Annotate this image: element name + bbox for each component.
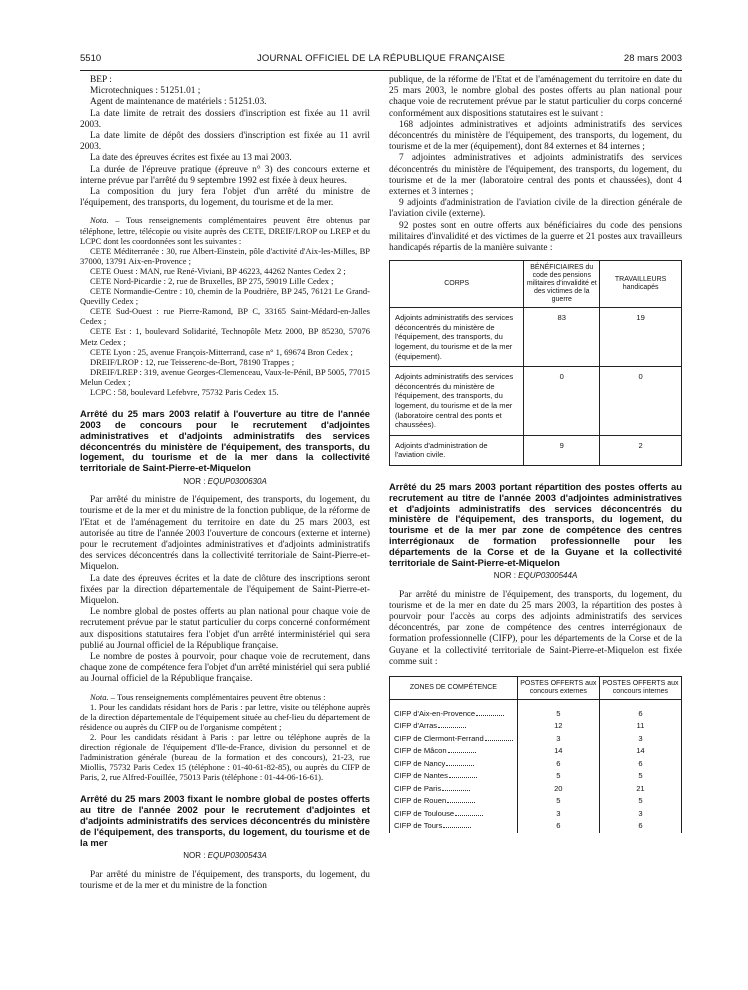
address-item: CETE Ouest : MAN, rue René-Viviani, BP 46223, 44262 Nantes Cedex 2 ; — [90, 265, 346, 276]
nor-label: NOR : — [183, 851, 208, 861]
nota-item: 2. Pour les candidats résidant à Paris : par lettre ou téléphone auprès de la direction régionale de l'équipement d'Ile-de-France, division du personnel et de l'administration générale (bureau de la formation et des concours), 21-23, rue Miollis, 75732 Paris Cedex 15 (téléphone : 01-40-61-82-85), ou auprès du CIFP de Paris, 2, rue Alfred-Fouillée, 75013 Paris (téléphone : 01-44-06-16-61). — [80, 731, 370, 783]
corps-cell: Adjoints d'administration de l'aviation civile. — [390, 435, 524, 465]
beneficiaires-cell: 0 — [524, 367, 600, 436]
dot-leader — [446, 765, 474, 766]
address-item: DREIF/LREP : 319, avenue Georges-Clemenceau, Vaux-le-Pénil, BP 5005, 77015 Melun Cedex ; — [80, 366, 370, 387]
externes-cell: 3 — [517, 733, 599, 746]
paragraph: Par arrêté du ministre de l'équipement, des transports, du logement, du tourisme et de la mer en date du 25 mars 2003, la répartition des postes à pourvoir pour l'accès au corps des adjoints administratifs des services déconcentrés, par zone de compétence des centres interrégionaux de formation professionnelle (CIFP), pour les départements de la Corse et de la Guyane et la collectivité territoriale de Saint-Pierre-et-Miquelon est fixée comme suit : — [389, 589, 682, 667]
text-line: Microtechniques : 51251.01 ; — [90, 86, 201, 97]
nota-text: – Tous renseignements complémentaires peuvent être obtenus : — [108, 691, 326, 702]
zone-cell — [390, 758, 518, 771]
externes-cell: 12 — [517, 720, 599, 733]
internes-cell: 3 — [599, 733, 681, 746]
dot-leader — [485, 740, 513, 741]
zone-name: CIFP d'Arras — [394, 721, 438, 731]
header-rule — [80, 70, 682, 71]
zone-name: CIFP de Tours — [394, 821, 443, 831]
table-row — [390, 745, 682, 758]
table-row — [390, 770, 682, 783]
zone-name: CIFP de Clermont-Ferrand — [394, 733, 484, 743]
zone-name: CIFP de Mâcon — [394, 746, 447, 756]
zone-name: CIFP d'Aix-en-Provence — [394, 708, 476, 718]
table-row — [390, 820, 682, 833]
nota-item: 1. Pour les candidats résidant hors de Paris : par lettre, visite ou téléphone auprès de la direction départementale de l'équipement située au chef-lieu du département de résidence ou auprès du CIFP ou de l'organisme compétent ; — [80, 701, 370, 732]
externes-cell: 3 — [517, 808, 599, 821]
paragraph: publique, de la réforme de l'Etat et de l'aménagement du territoire en date du 25 mars 2003, le nombre global des postes offerts au plan national pour chaque voie de recrutement prévue par le statut particulier du corps concerné conformément aux dispositions statutaires est le suivant : — [389, 75, 682, 119]
arrete-title: Arrêté du 25 mars 2003 relatif à l'ouverture au titre de l'année 2003 de concours pour le recrutement d'adjointes administratives et d'adjoints administratifs des services déconcentrés du ministère de l'équipement, des transports, du logement, du tourisme et de la mer dans la collectivité territoriale de Saint-Pierre-et-Miquelon — [80, 408, 370, 474]
table-row — [390, 758, 682, 771]
externes-cell: 20 — [517, 783, 599, 796]
corps-cell: Adjoints administratifs des services déconcentrés du ministère de l'équipement, des transports, du logement, du tourisme et de la mer (équipement). — [390, 308, 524, 367]
zone-cell — [390, 699, 518, 720]
nota-intro — [80, 215, 370, 245]
internes-cell: 5 — [599, 795, 681, 808]
corps-cell: Adjoints administratifs des services déconcentrés du ministère de l'équipement, des transports, du logement, du tourisme et de la mer (laboratoire central des ponts et chaussées). — [390, 367, 524, 436]
internes-cell: 11 — [599, 720, 681, 733]
nota-label: Nota. — [90, 215, 109, 226]
dot-leader — [438, 727, 466, 728]
nota-text: – Tous renseignements complémentaires peuvent être obtenus par téléphone, lettre, télécopie ou visite auprès des CETE, DREIF/LROP ou LREP et du LCPC dont les coordonnées sont les suivantes : — [80, 215, 370, 246]
paragraph: Par arrêté du ministre de l'équipement, des transports, du logement, du tourisme et de la mer et du ministre de la fonction — [80, 869, 370, 891]
zone-name: CIFP de Nantes — [394, 771, 448, 781]
table-row — [390, 795, 682, 808]
dot-leader — [455, 815, 483, 816]
zone-cell — [390, 733, 518, 746]
paragraph: La durée de l'épreuve pratique (épreuve n° 3) des concours externe et interne prévue par l'arrêté du 9 septembre 1992 est fixée à deux heures. — [80, 164, 370, 186]
externes-cell: 6 — [517, 758, 599, 771]
column-header: TRAVAILLEURS handicapés — [600, 261, 682, 308]
table-header-row — [390, 676, 682, 699]
paragraph: Par arrêté du ministre de l'équipement, des transports, du logement, du tourisme et de la mer et du ministre de la fonction publique, de la réforme de l'Etat et de l'aménagement du territoire en date du 25 mars 2003, est autorisée au titre de l'année 2003 l'ouverture de concours (externe et interne) pour le recrutement d'adjointes administratives et d'adjoints administratifs des services déconcentrés dans la collectivité territoriale de Saint-Pierre-et-Miquelon. — [80, 495, 370, 573]
zone-cell — [390, 808, 518, 821]
address-item: CETE Est : 1, boulevard Solidarité, Technopôle Metz 2000, BP 85230, 57076 Metz Cedex ; — [80, 326, 370, 347]
nor-label: NOR : — [493, 571, 519, 581]
zone-cell — [390, 745, 518, 758]
nota-intro — [80, 692, 370, 702]
internes-cell: 6 — [599, 758, 681, 771]
nor-reference — [389, 570, 682, 581]
beneficiaires-cell: 9 — [524, 435, 600, 465]
nor-label: NOR : — [183, 476, 208, 486]
address-item: DREIF/LROP : 12, rue Teisserenc-de-Bort, 78190 Trappes ; — [90, 356, 295, 367]
left-column — [80, 75, 370, 892]
zone-name: CIFP de Toulouse — [394, 808, 455, 818]
postes-table — [389, 260, 682, 466]
externes-cell: 5 — [517, 795, 599, 808]
dot-leader — [442, 790, 470, 791]
travailleurs-cell: 0 — [600, 367, 682, 436]
address-item: CETE Nord-Picardie : 2, rue de Bruxelles, BP 275, 59019 Lille Cedex ; — [90, 276, 334, 286]
paragraph: 168 adjointes administratives et adjoints administratifs des services déconcentrés du ministère de l'équipement, des transports, du logement, du tourisme et de la mer (équipement), dont 84 externes et 84 internes ; — [389, 119, 682, 153]
internes-cell: 21 — [599, 783, 681, 796]
externes-cell: 5 — [517, 699, 599, 720]
nor-code: EQUP0300543A — [207, 851, 267, 861]
paragraph: La date des épreuves écrites est fixée au 13 mai 2003. — [90, 153, 292, 164]
table-row — [390, 308, 682, 367]
dot-leader — [447, 802, 475, 803]
column-header: POSTES OFFERTS aux concours internes — [599, 676, 681, 699]
address-item: LCPC : 58, boulevard Lefebvre, 75732 Paris Cedex 15. — [90, 387, 279, 398]
column-header: CORPS — [390, 261, 524, 308]
column-header: BÉNÉFICIAIRES du code des pensions militaires d'invalidité et des victimes de la guerre — [524, 261, 600, 308]
nor-code: EQUP0300544A — [518, 571, 578, 581]
nor-reference — [80, 850, 370, 861]
beneficiaires-cell: 83 — [524, 308, 600, 367]
table-row — [390, 720, 682, 733]
address-item: CETE Lyon : 25, avenue François-Mitterrand, case n° 1, 69674 Bron Cedex ; — [90, 346, 353, 357]
zones-table — [389, 676, 682, 833]
dot-leader — [448, 752, 476, 753]
column-header: ZONES DE COMPÉTENCE — [390, 676, 518, 699]
nota-block — [80, 692, 370, 783]
address-item: CETE Méditerranée : 30, rue Albert-Einstein, pôle d'activité d'Aix-les-Milles, BP 37000, 13791 Aix-en-Provence ; — [80, 245, 370, 266]
table-row — [390, 733, 682, 746]
address-item: CETE Sud-Ouest : rue Pierre-Ramond, BP C, 33165 Saint-Médard-en-Jalles Cedex ; — [80, 306, 370, 327]
text-line: Agent de maintenance de matériels : 51251.03. — [90, 97, 267, 108]
zone-cell — [390, 820, 518, 833]
journal-title: JOURNAL OFFICIEL DE LA RÉPUBLIQUE FRANÇAISE — [256, 53, 506, 64]
paragraph: Le nombre global de postes offerts au plan national pour chaque voie de recrutement prévue par le statut particulier du corps concerné conformément aux dispositions statutaires fera l'objet d'un arrêté interministériel qui sera publié au Journal officiel de la République française. — [80, 607, 370, 651]
dot-leader — [476, 715, 504, 716]
zone-cell — [390, 770, 518, 783]
internes-cell: 14 — [599, 745, 681, 758]
nota-label: Nota. — [90, 691, 109, 702]
travailleurs-cell: 2 — [600, 435, 682, 465]
paragraph: La date limite de dépôt des dossiers d'inscription est fixée au 11 avril 2003. — [80, 131, 370, 153]
zone-cell — [390, 783, 518, 796]
paragraph: Le nombre de postes à pourvoir, pour chaque voie de recrutement, dans chaque zone de compétence fera l'objet d'un arrêté ministériel qui sera publié au Journal officiel de la République française. — [80, 651, 370, 685]
right-column — [389, 75, 682, 833]
paragraph: La date des épreuves écrites et la date de clôture des inscriptions seront fixées par la direction départementale de l'équipement de Saint-Pierre-et-Miquelon. — [80, 573, 370, 606]
table-row — [390, 783, 682, 796]
arrete-title: Arrêté du 25 mars 2003 fixant le nombre global de postes offerts au titre de l'année 2002 pour le recrutement d'adjointes et d'adjoints administratifs des services déconcentrés du ministère de l'équipement, des transports, du logement, du tourisme et de la mer — [80, 793, 370, 848]
paragraph: La composition du jury fera l'objet d'un arrêté du ministre de l'équipement, des transports, du logement, du tourisme et de la mer. — [80, 187, 370, 209]
table-header-row — [390, 261, 682, 308]
page-header — [80, 52, 682, 66]
paragraph: 9 adjoints d'administration de l'aviation civile de la direction générale de l'aviation civile (externe). — [389, 198, 682, 220]
arrete-title: Arrêté du 25 mars 2003 portant répartition des postes offerts au recrutement au titre de l'année 2003 d'adjointes administratives et d'adjoints administratifs des services déconcentrés du ministère de l'équipement, des transports, du logement, du tourisme et de la mer par zone de compétence des centres interrégionaux de formation professionnelle pour les départements de la Corse et de la Guyane et la collectivité territoriale de Saint-Pierre-et-Miquelon — [389, 480, 682, 568]
dot-leader — [443, 827, 471, 828]
externes-cell: 6 — [517, 820, 599, 833]
paragraph: 92 postes sont en outre offerts aux bénéficiaires du code des pensions militaires d'invalidité et des victimes de la guerre et 21 postes aux travailleurs handicapés répartis de la manière suivante : — [389, 220, 682, 254]
nor-reference — [80, 476, 370, 487]
table-row — [390, 808, 682, 821]
internes-cell: 3 — [599, 808, 681, 821]
internes-cell: 6 — [599, 699, 681, 720]
column-header: POSTES OFFERTS aux concours externes — [517, 676, 599, 699]
address-item: CETE Normandie-Centre : 10, chemin de la Poudrière, BP 245, 76121 Le Grand-Quevilly Cedex ; — [80, 286, 370, 307]
dot-leader — [449, 777, 477, 778]
internes-cell: 6 — [599, 820, 681, 833]
internes-cell: 5 — [599, 770, 681, 783]
nor-code: EQUP0300630A — [207, 476, 267, 486]
zone-cell — [390, 795, 518, 808]
zone-name: CIFP de Nancy — [394, 758, 446, 768]
externes-cell: 14 — [517, 745, 599, 758]
table-row — [390, 699, 682, 720]
externes-cell: 5 — [517, 770, 599, 783]
zone-name: CIFP de Rouen — [394, 796, 447, 806]
paragraph: 7 adjointes administratives et adjoints administratifs des services déconcentrés du ministère de l'équipement, des transports, du logement, du tourisme et de la mer (laboratoire central des ponts et chaussées), dont 4 externes et 3 internes ; — [389, 153, 682, 198]
table-row — [390, 367, 682, 436]
issue-date: 28 mars 2003 — [623, 53, 682, 64]
travailleurs-cell: 19 — [600, 308, 682, 367]
page-number: 5510 — [80, 53, 102, 64]
text-line: BEP : — [90, 75, 112, 85]
nota-block — [80, 215, 370, 397]
table-row — [390, 435, 682, 465]
zone-name: CIFP de Paris — [394, 783, 442, 793]
zone-cell — [390, 720, 518, 733]
paragraph: La date limite de retrait des dossiers d'inscription est fixée au 11 avril 2003. — [80, 108, 370, 130]
